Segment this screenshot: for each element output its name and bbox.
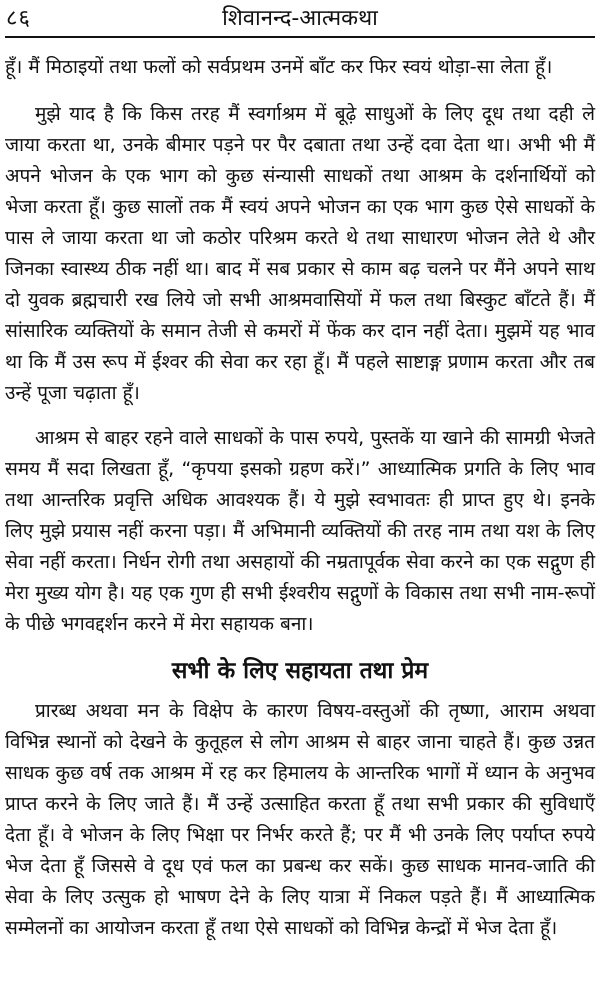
paragraph: प्रारब्ध अथवा मन के विक्षेप के कारण विषय-वस्तुओं की तृष्णा, आराम अथवा विभिन्न स्थानों को देखने के कुतूहल से लोग आश्रम से बाहर जाना चाहते हैं। कुछ उन्नत साधक कुछ वर्ष तक आश्रम में रह कर हिमालय के आन्तरिक भागों में ध्यान के अनुभव प्राप्त करने के लिए जाते हैं। मैं उन्हें उत्साहित करता हूँ तथा सभी प्रकार की सुविधाएँ देता हूँ। वे भोजन के लिए भिक्षा पर निर्भर करते हैं; पर मैं भी उनके लिए पर्याप्त रुपये भेज देता हूँ जिससे वे दूध एवं फल का प्रबन्ध कर सकें। कुछ साधक मानव-जाति की सेवा के लिए उत्सुक हो भाषण देने के लिए यात्रा में निकल पड़ते हैं। मैं आध्यात्मिक सम्मेलनों का आयोजन करता हूँ तथा ऐसे साधकों को विभिन्न केन्द्रों में भेज देता हूँ। (5, 700, 595, 939)
paragraph: आश्रम से बाहर रहने वाले साधकों के पास रुपये, पुस्तकें या खाने की सामग्री भेजते समय मैं सदा लिखता हूँ, “कृपया इसको ग्रहण करें।” आध्यात्मिक प्रगति के लिए भाव तथा आन्तरिक प्रवृत्ति अधिक आवश्यक हैं। ये मुझे स्वभावतः ही प्राप्त हुए थे। इनके लिए मुझे प्रयास नहीं करना पड़ा। मैं अभिमानी व्यक्तियों की तरह नाम तथा यश के लिए सेवा नहीं करता। निर्धन रोगी तथा असहायों की नम्रतापूर्वक सेवा करने का एक सद्गुण ही मेरा मुख्य योग है। यह एक गुण ही सभी ईश्वरीय सद्गुणों के विकास तथा सभी नाम-रूपों के पीछे भगवद्दर्शन करने में मेरा सहायक बना। (5, 427, 595, 635)
header-rule (5, 36, 595, 38)
body-text (5, 52, 595, 958)
page-header (6, 4, 594, 34)
paragraph: मुझे याद है कि किस तरह मैं स्वर्गाश्रम में बूढ़े साधुओं के लिए दूध तथा दही ले जाया करता था, उनके बीमार पड़ने पर पैर दबाता तथा उन्हें दवा देता था। अभी भी मैं अपने भोजन के एक भाग को कुछ संन्यासी साधकों तथा आश्रम के दर्शनार्थियों को भेजा करता हूँ। कुछ सालों तक मैं स्वयं अपने भोजन का एक भाग कुछ ऐसे साधकों के पास ले जाया करता था जो कठोर परिश्रम करते थे तथा साधारण भोजन लेते थे और जिनका स्वास्थ्य ठीक नहीं था। बाद में सब प्रकार से काम बढ़ चलने पर मैंने अपने साथ दो युवक ब्रह्मचारी रख लिये जो सभी आश्रमवासियों में फल तथा बिस्कुट बाँटते हैं। मैं सांसारिक व्यक्तियों के समान तेजी से कमरों में फेंक कर दान नहीं देता। मुझमें यह भाव था कि मैं उस रूप में ईश्वर की सेवा कर रहा हूँ। मैं पहले साष्टाङ्ग प्रणाम करता और तब उन्हें पूजा चढ़ाता हूँ। (5, 103, 595, 404)
page-number: ८६ (6, 6, 31, 31)
paragraph: हूँ। मैं मिठाइयों तथा फलों को सर्वप्रथम उनमें बाँट कर फिर स्वयं थोड़ा-सा लेता हूँ। (5, 56, 553, 78)
running-title: शिवानन्द-आत्मकथा (222, 6, 378, 31)
section-heading: सभी के लिए सहायता तथा प्रेम (171, 658, 429, 684)
